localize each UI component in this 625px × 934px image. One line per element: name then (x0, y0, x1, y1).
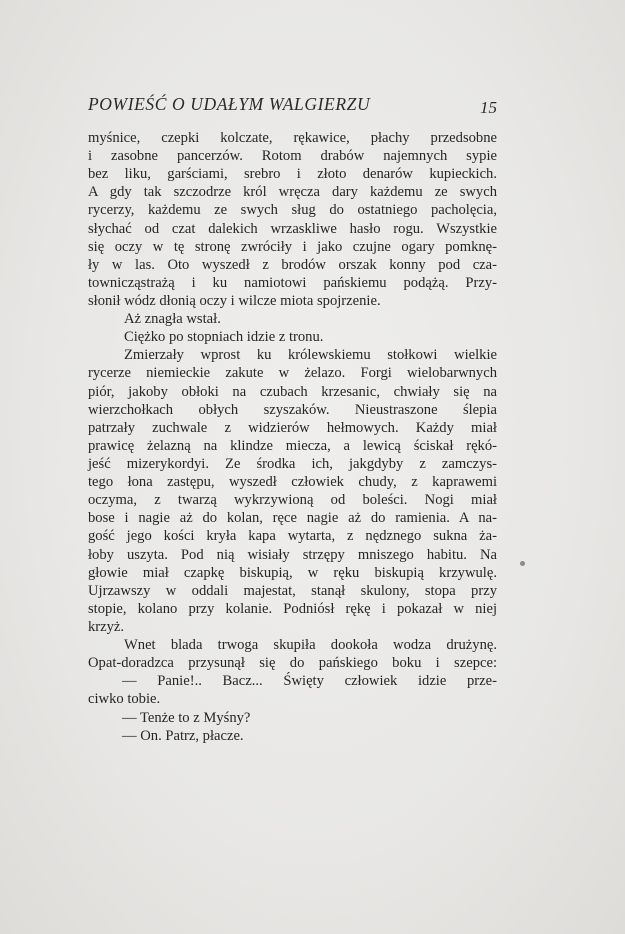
text-line: wierzchołkach obłych szyszaków. Nieustraszone ślepia (88, 401, 497, 418)
text-line: się oczy w tę stronę zwróciły i jako czujne ogary pomknę- (88, 238, 497, 255)
text-line: — Tenże to z Myśny? (122, 709, 251, 726)
text-line: głowie miał czapkę biskupią, w ręku biskupią krzywulę. (88, 564, 497, 581)
text-line: Wnet blada trwoga skupiła dookoła wodza drużynę. (124, 637, 497, 654)
text-line: łoby uszyta. Pod nią wisiały strzępy mniszego habitu. Na (88, 546, 497, 563)
text-line: Zmierzały wprost ku królewskiemu stołkowi wielkie (124, 347, 497, 364)
text-line: Ujrzawszy w oddali majestat, stanął skulony, stopa przy (88, 582, 497, 599)
text-line: patrzały zuchwale z widzierów hełmowych. Każdy miał (88, 419, 497, 436)
text-line: myśnice, czepki kolczate, rękawice, płachy przedsobne (88, 130, 497, 146)
text-line: bose i nagie aż do kolan, ręce nagie aż do ramienia. A na- (88, 510, 497, 527)
text-line: rycerzy, każdemu ze swych sług do ostatniego pacholęcia, (88, 202, 497, 219)
text-line: — Panie!.. Bacz... Święty człowiek idzie prze- (122, 673, 497, 690)
paper-speck (520, 561, 525, 566)
text-line: słonił wódz dłonią oczy i wilcze miota spojrzenie. (88, 292, 381, 309)
text-line: jeść mizerykordyi. Ze środka ich, jakgdyby z zamczys- (88, 455, 497, 472)
text-line: townicząstrażą i ku namiotowi pańskiemu podążą. Przy- (88, 274, 497, 291)
text-line: piór, jakoby obłoki na czubach krzesanic, chwiały się na (88, 383, 497, 400)
text-line: stopie, kolano przy kolanie. Podniósł rękę i pokazał w niej (88, 600, 497, 617)
text-line: ły w las. Oto wyszedł z brodów orszak konny pod cza- (88, 256, 497, 273)
text-line: bez liku, garściami, srebro i złoto denarów kupieckich. (88, 166, 497, 183)
text-line: Opat-doradzca przysunął się do pańskiego boku i szepce: (88, 655, 497, 672)
text-line: prawicę żelazną na klindze miecza, a lewicą ściskał rękó- (88, 437, 497, 454)
text-line: krzyż. (88, 618, 125, 635)
page-number: 15 (480, 98, 497, 117)
text-line: Aż znagła wstał. (124, 311, 221, 328)
text-line: gość jego kości kryła kapa wytarta, z nędznego sukna ża- (88, 528, 497, 545)
text-line: oczyma, z twarzą wykrzywioną od boleści. Nogi miał (88, 492, 497, 509)
text-line: tego łona zastępu, wyszedł człowiek chudy, z kaprawemi (88, 474, 497, 491)
running-title: POWIEŚĆ O UDAŁYM WALGIERZU (88, 94, 371, 114)
text-line: Ciężko po stopniach idzie z tronu. (124, 329, 324, 346)
text-line: A gdy tak szczodrze król wręcza dary każdemu ze swych (88, 184, 497, 201)
text-line: słychać od czat dalekich wrzaskliwe hasło rogu. Wszystkie (88, 220, 497, 237)
text-line: ciwko tobie. (88, 691, 161, 708)
text-line: rycerze niemieckie zakute w żelazo. Forgi wielobarwnych (88, 365, 497, 382)
text-line: i zasobne pancerzów. Rotom drabów najemnych sypie (88, 148, 497, 165)
body-text (88, 129, 497, 745)
text-line: — On. Patrz, płacze. (122, 727, 244, 744)
